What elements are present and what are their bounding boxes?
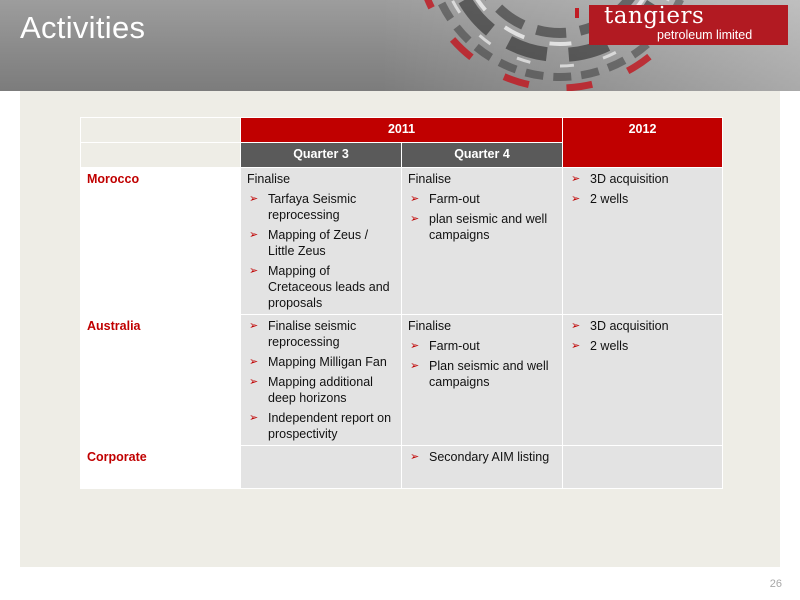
corporate-2012-cell: [563, 446, 723, 489]
morocco-q4-cell: [402, 168, 563, 315]
list-item: [247, 354, 395, 370]
list-item-text: Plan seismic and well campaigns: [429, 359, 549, 389]
corporate-q4-cell: [402, 446, 563, 489]
list-item-text: Mapping additional deep horizons: [268, 375, 373, 405]
arrow-bullet-icon: ➢: [249, 320, 259, 332]
australia-q3-cell: [241, 315, 402, 446]
list-item-text: 2 wells: [590, 339, 629, 353]
arrow-bullet-icon: ➢: [410, 360, 420, 372]
morocco-2012-cell: [563, 168, 723, 315]
list-item-text: plan seismic and well campaigns: [429, 212, 548, 242]
list-item: [408, 191, 556, 207]
logo-wordmark: tangiers: [604, 3, 705, 29]
arrow-bullet-icon: ➢: [249, 265, 259, 277]
australia-2012-cell: [563, 315, 723, 446]
region-label: Morocco: [81, 168, 241, 315]
region-label: Corporate: [81, 446, 241, 489]
arrow-bullet-icon: ➢: [571, 340, 581, 352]
cell-lead-text: Finalise: [408, 172, 452, 186]
list-item: [569, 171, 716, 187]
header-row-years: [81, 118, 723, 143]
corporate-q3-cell: [241, 446, 402, 489]
list-item-text: Mapping of Zeus / Little Zeus: [268, 228, 369, 258]
list-item: [408, 338, 556, 354]
cell-lead-text: Finalise: [408, 319, 452, 333]
list-item-text: Independent report on prospectivity: [268, 411, 392, 441]
list-item-text: 3D acquisition: [590, 172, 669, 186]
list-item-text: Mapping Milligan Fan: [268, 355, 387, 369]
year-2011-header: 2011: [241, 118, 563, 143]
activities-table: [80, 117, 723, 489]
header-corner: [81, 118, 241, 143]
logo-subtitle: petroleum limited: [657, 28, 753, 42]
arrow-bullet-icon: ➢: [410, 340, 420, 352]
table-row-australia: [81, 315, 723, 446]
cell-lead-text: Finalise: [247, 172, 291, 186]
list-item: [569, 338, 716, 354]
year-2012-header: 2012: [563, 118, 723, 168]
arrow-bullet-icon: ➢: [571, 193, 581, 205]
list-item-text: 3D acquisition: [590, 319, 669, 333]
table-row-morocco: [81, 168, 723, 315]
table-row-corporate: [81, 446, 723, 489]
list-item-text: Mapping of Cretaceous leads and proposals: [268, 264, 390, 310]
quarter-4-header: Quarter 4: [402, 143, 563, 168]
arrow-bullet-icon: ➢: [410, 451, 420, 463]
header-corner-lower: [81, 143, 241, 168]
list-item-text: Finalise seismic reprocessing: [268, 319, 357, 349]
list-item: [408, 449, 556, 465]
list-item: [247, 410, 395, 442]
list-item-text: 2 wells: [590, 192, 629, 206]
list-item: [569, 191, 716, 207]
slide-number: 26: [769, 578, 782, 590]
arrow-bullet-icon: ➢: [249, 229, 259, 241]
arrow-bullet-icon: ➢: [249, 356, 259, 368]
company-logo: [589, 5, 788, 45]
list-item: [247, 227, 395, 259]
list-item-text: Secondary AIM listing: [429, 450, 550, 464]
list-item: [408, 211, 556, 243]
list-item-text: Farm-out: [429, 192, 480, 206]
quarter-3-header: Quarter 3: [241, 143, 402, 168]
arrow-bullet-icon: ➢: [249, 376, 259, 388]
list-item: [408, 358, 556, 390]
page-title: Activities: [20, 10, 146, 45]
morocco-q3-cell: [241, 168, 402, 315]
australia-q4-cell: [402, 315, 563, 446]
list-item: [247, 374, 395, 406]
arrow-bullet-icon: ➢: [249, 193, 259, 205]
arrow-bullet-icon: ➢: [571, 320, 581, 332]
arrow-bullet-icon: ➢: [410, 213, 420, 225]
slide-header: [0, 0, 800, 91]
list-item: [247, 263, 395, 311]
list-item: [569, 318, 716, 334]
list-item-text: Farm-out: [429, 339, 480, 353]
list-item: [247, 318, 395, 350]
arrow-bullet-icon: ➢: [410, 193, 420, 205]
region-label: Australia: [81, 315, 241, 446]
arrow-bullet-icon: ➢: [249, 412, 259, 424]
list-item-text: Tarfaya Seismic reprocessing: [268, 192, 357, 222]
arrow-bullet-icon: ➢: [571, 173, 581, 185]
list-item: [247, 191, 395, 223]
